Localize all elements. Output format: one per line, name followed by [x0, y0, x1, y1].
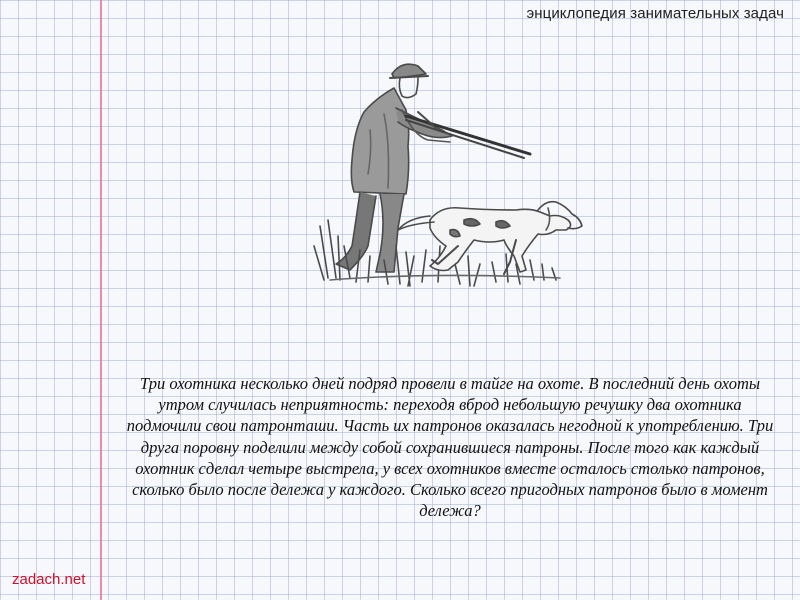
hunter-torso — [351, 88, 408, 194]
hunter-with-dog-illustration — [310, 50, 600, 290]
site-link[interactable]: zadach.net — [12, 571, 86, 588]
dog-tail — [398, 216, 434, 230]
hunter-head — [399, 78, 418, 98]
site-title: энциклопедия занимательных задач — [526, 5, 784, 22]
hunter-leg-right — [376, 194, 404, 272]
notebook-margin-line — [100, 0, 102, 600]
problem-text: Три охотника несколько дней подряд провели в тайге на охоте. В последний день охоты утром случилась неприятность: переходя вброд небольшую речушку два охотника подмочили свои патронташи. Часть их патронов оказалась негодной к употреблению. Три друга поровну поделили между собой сохранившиеся патроны. После того как каждый охотник сделал четыре выстрела, у всех охотников вместе осталось столько патронов, сколько было после дележа у каждого. Сколько всего пригодных патронов было в момент дележа? — [126, 374, 774, 521]
